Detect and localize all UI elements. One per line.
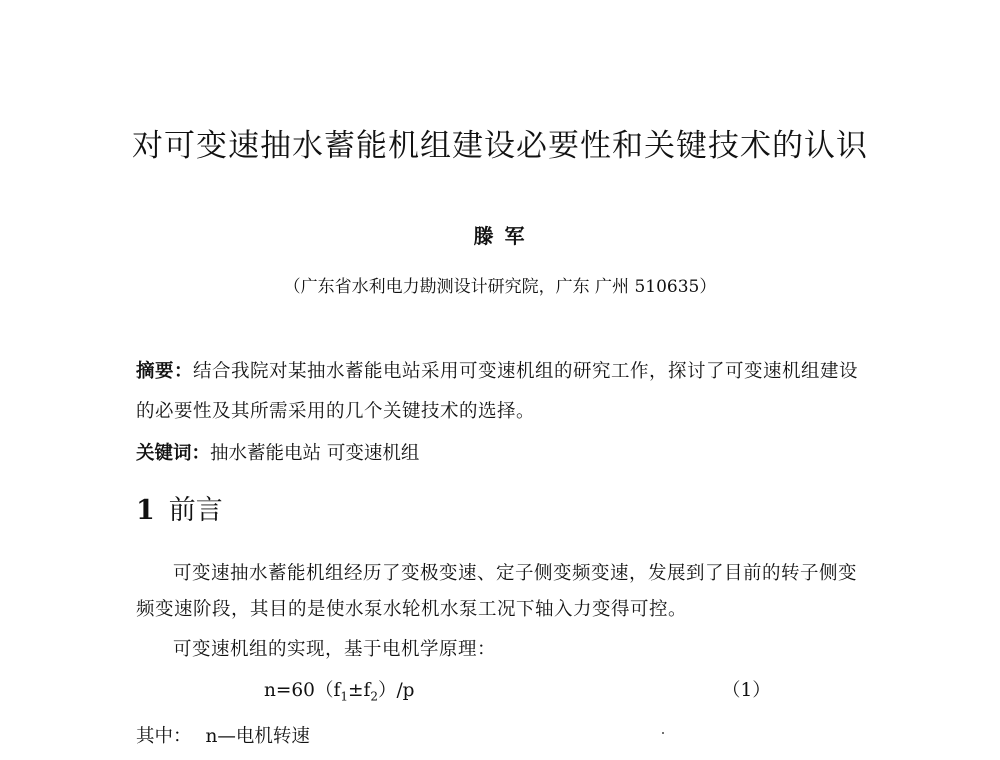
equation-rhs: ）/p [377, 680, 415, 701]
section-heading [136, 488, 223, 527]
where-label: 其中： [136, 726, 192, 747]
intro-paragraph-2: 可变速机组的实现，基于电机学原理： [173, 639, 497, 660]
equation-mid: ±f [347, 680, 371, 701]
equation-sub-2: 2 [370, 689, 378, 704]
where-variable: n—电机转速 [205, 726, 310, 747]
paper-title: 对可变速抽水蓄能机组建设必要性和关键技术的认识 [132, 128, 868, 164]
abstract-text: 结合我院对某抽水蓄能电站采用可变速机组的研究工作，探讨了可变速机组建设的必要性及其所需采用的几个关键技术的选择。 [136, 361, 859, 422]
equation-1 [264, 676, 415, 704]
equation-lhs: n=60（f [264, 680, 341, 701]
where-clause [136, 722, 310, 748]
abstract-label: 摘要： [136, 361, 194, 382]
keywords-label: 关键词： [136, 443, 211, 464]
abstract [136, 352, 876, 432]
section-title: 前言 [168, 495, 223, 526]
scan-speck [662, 732, 664, 734]
equation-number: （1） [722, 680, 771, 701]
intro-paragraph-1: 可变速抽水蓄能机组经历了变极变速、定子侧变频变速，发展到了目前的转子侧变频变速阶段，其目的是使水泵水轮机水泵工况下轴入力变得可控。 [136, 563, 858, 620]
author-affiliation: （广东省水利电力勘测设计研究院，广东 广州 510635） [283, 277, 717, 297]
author-name: 滕 军 [473, 224, 527, 248]
keywords-text: 抽水蓄能电站 可变速机组 [210, 443, 420, 464]
equation-sub-1: 1 [340, 689, 348, 704]
section-number: 1 [136, 495, 155, 526]
keywords [136, 438, 876, 470]
